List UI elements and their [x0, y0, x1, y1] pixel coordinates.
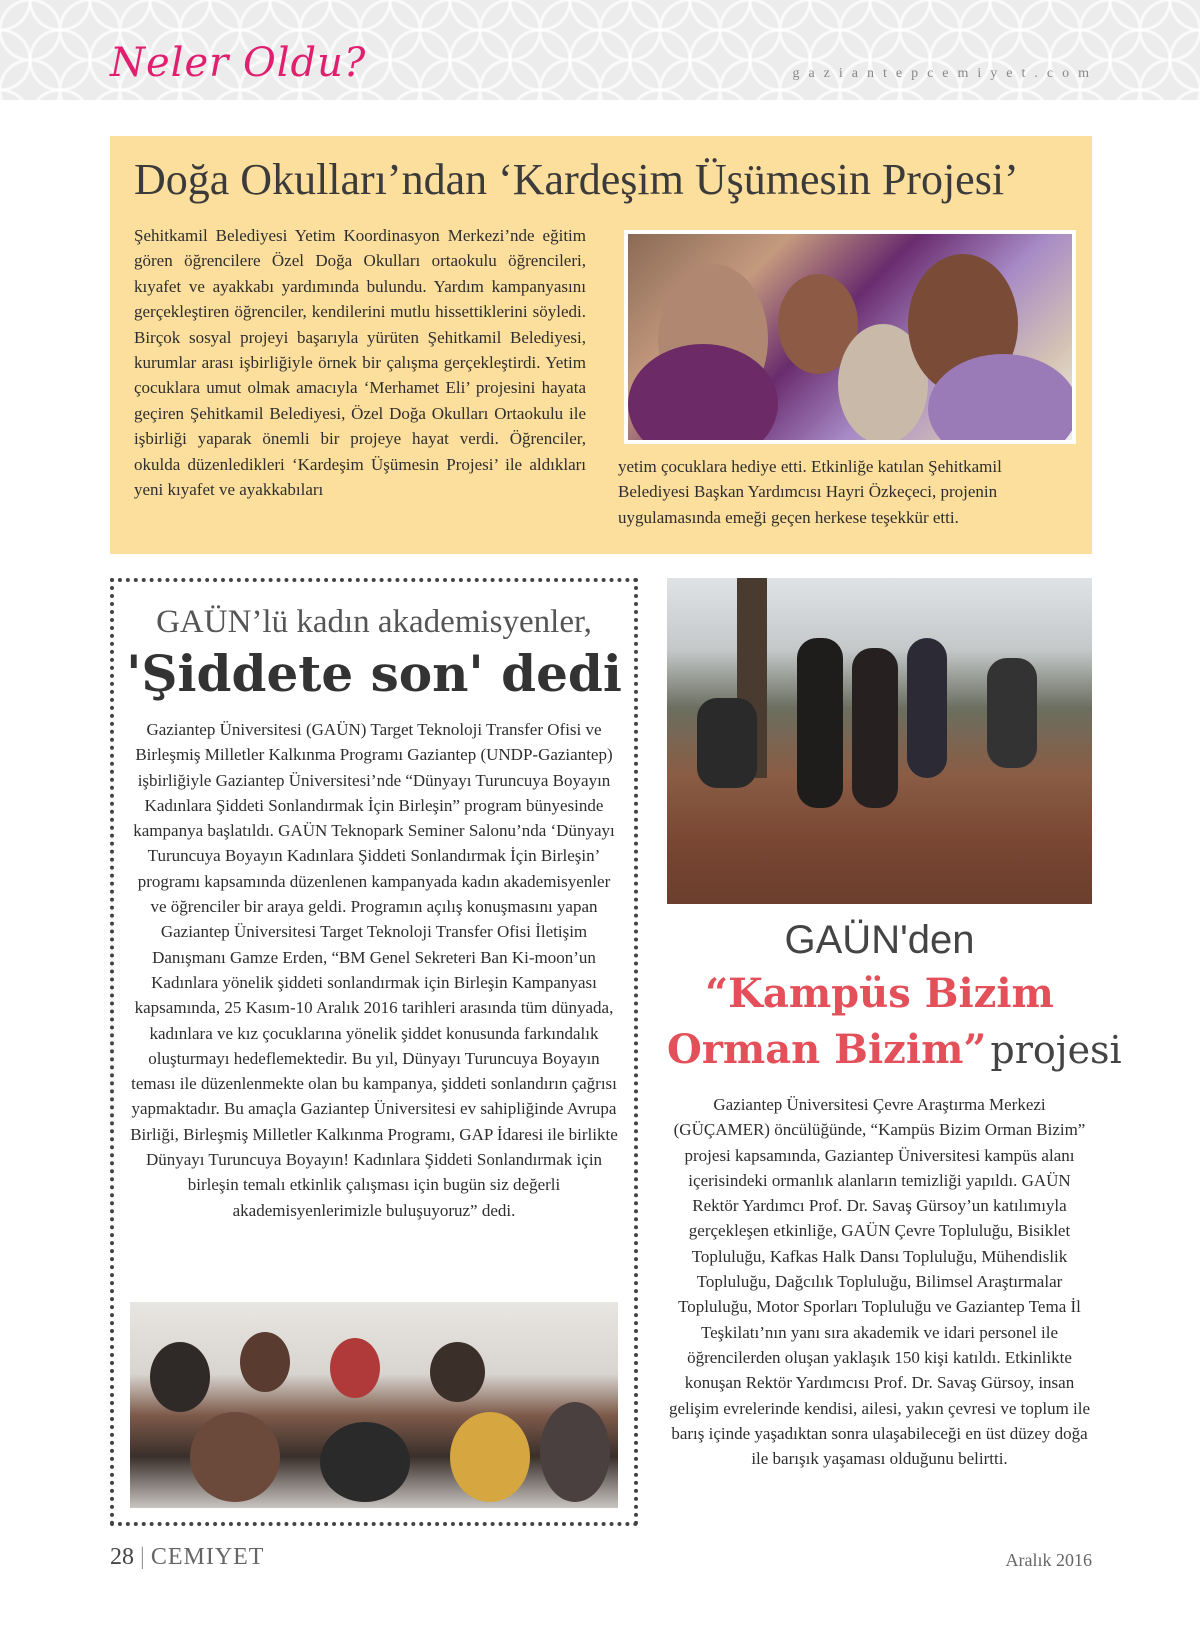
magazine-name: CEMIYET [150, 1544, 265, 1570]
article-right-headline-line1: “Kampüs Bizim [705, 970, 1054, 1017]
footer-divider: | [140, 1544, 145, 1570]
article-right-headline-line2 [667, 1026, 1122, 1073]
site-url: gaziantepcemiyet.com [792, 66, 1098, 81]
issue-date: Aralık 2016 [1005, 1550, 1092, 1570]
section-title: Neler Oldu? [110, 40, 367, 86]
page-number: 28 [110, 1544, 134, 1570]
photo-meeting [130, 1302, 618, 1508]
article-left-body: Gaziantep Üniversitesi (GAÜN) Target Teknoloji Transfer Ofisi ve Birleşmiş Milletler Kalkınma Programı Gaziantep (UNDP-Gaziantep) işbirliğiyle Gaziantep Üniversitesi’nde “Dünyayı Turuncuya Boyayın Kadınlara Şiddeti Sonlandırmak İçin Birleşin” program bünyesinde kampanya başlatıldı. GAÜN Teknopark Seminer Salonu’nda ‘Dünyayı Turuncuya Boyayın Kadınlara Şiddeti Sonlandırmak İçin Birleşin’ programı kapsamında düzenlenen kampanyada kadın akademisyenler ve öğrenciler bir araya geldi. Programın açılış konuşmasını yapan Gaziantep Üniversitesi Target Teknoloji Transfer Ofisi İletişim Danışmanı Gamze Erden, “BM Genel Sekreteri Ban Ki-moon’un Kadınlara yönelik şiddeti sonlandırmak için Birleşin Kampanyası kapsamında, 25 Kasım-10 Aralık 2016 tarihleri arasında tüm dünyada, kadınlara ve kız çocuklarına yönelik şiddet konusunda farkındalık oluşturmayı hedeflemektedir. Bu yıl, Dünyayı Turuncuya Boyayın teması ile düzenlenmekte olan bu kampanya, şiddeti sonlandırın çağrısı yapmaktadır. Bu amaçla Gaziantep Üniversitesi ev sahipliğinde Avrupa Birliği, Birleşmiş Milletler Kalkınma Programı, GAP İdaresi ile birlikte Dünyayı Turuncuya Boyayın! Kadınlara Şiddeti Sonlandırmak için birleşin temalı etkinlik çalışması için bugün siz değerli akademisyenlerimizle buluşuyoruz” dedi. [130, 720, 618, 1220]
article-left-headline: 'Şiddete son' dedi [126, 644, 622, 703]
article-top-headline: Doğa Okulları’ndan ‘Kardeşim Üşümesin Projesi’ [134, 155, 1019, 204]
photo-students [624, 230, 1076, 444]
article-right-body: Gaziantep Üniversitesi Çevre Araştırma Merkezi (GÜÇAMER) öncülüğünde, “Kampüs Bizim Orman Bizim” projesi kapsamında, Gaziantep Üniversitesi kampüs alanı içerisindeki ormanlık alanların temizliği yapıldı. GAÜN Rektör Yardımcı Prof. Dr. Savaş Gürsoy’un katılımıyla gerçekleşen etkinliğe, GAÜN Çevre Topluluğu, Bisiklet Topluluğu, Kafkas Halk Dansı Topluluğu, Mühendislik Topluluğu, Dağcılık Topluluğu, Bilimsel Araştırmalar Topluluğu, Motor Sporları Topluluğu ve Gaziantep Tema İl Teşkilatı’nın yanı sıra akademik ve idari personel ile öğrencilerden oluşan yaklaşık 150 kişi katıldı. Etkinlikte konuşan Rektör Yardımcısı Prof. Dr. Savaş Gürsoy, insan gelişim evrelerinde kendisi, ailesi, yakın çevresi ve toplum ile barış içinde yaşadıktan sonra ulaşabileceği en üst düzey doğa ile barışık yaşaması olduğunu belirtti. [668, 1095, 1091, 1469]
photo-campus-cleanup [667, 578, 1092, 904]
article-top [110, 136, 1092, 554]
footer-left [110, 1544, 264, 1571]
article-left [110, 578, 638, 1526]
article-right-headline-rest: projesi [990, 1028, 1122, 1072]
article-left-kicker: GAÜN’lü kadın akademisyenler, [156, 604, 592, 640]
article-top-body-right: yetim çocuklara hediye etti. Etkinliğe katılan Şehitkamil Belediyesi Başkan Yardımcısı Hayri Özkeçeci, projenin uygulamasında emeği geçen herkese teşekkür etti. [618, 457, 1002, 527]
article-right-kicker: GAÜN'den [784, 918, 975, 962]
article-top-body-left: Şehitkamil Belediyesi Yetim Koordinasyon Merkezi’nde eğitim gören öğrencilere Özel Doğa Okulları ortaokulu öğrencileri, kıyafet ve ayakkabı yardımında bulundu. Yardım kampanyasını gerçekleştiren öğrenciler, kendilerini mutlu hissettiklerini söyledi. Birçok sosyal projeyi başarıyla yürüten Şehitkamil Belediyesi, kurumlar arası işbirliğiyle örnek bir çalışma gerçekleştirdi. Yetim çocuklara umut olmak amacıyla ‘Merhamet Eli’ projesini hayata geçiren Şehitkamil Belediyesi, Özel Doğa Okulları Ortaokulu ile işbirliği yaparak önemli bir projeye hayat verdi. Öğrenciler, okulda düzenledikleri ‘Kardeşim Üşümesin Projesi’ ile aldıkları yeni kıyafet ve ayakkabıları [134, 226, 586, 500]
article-right-headline-red: Orman Bizim” [667, 1026, 987, 1073]
